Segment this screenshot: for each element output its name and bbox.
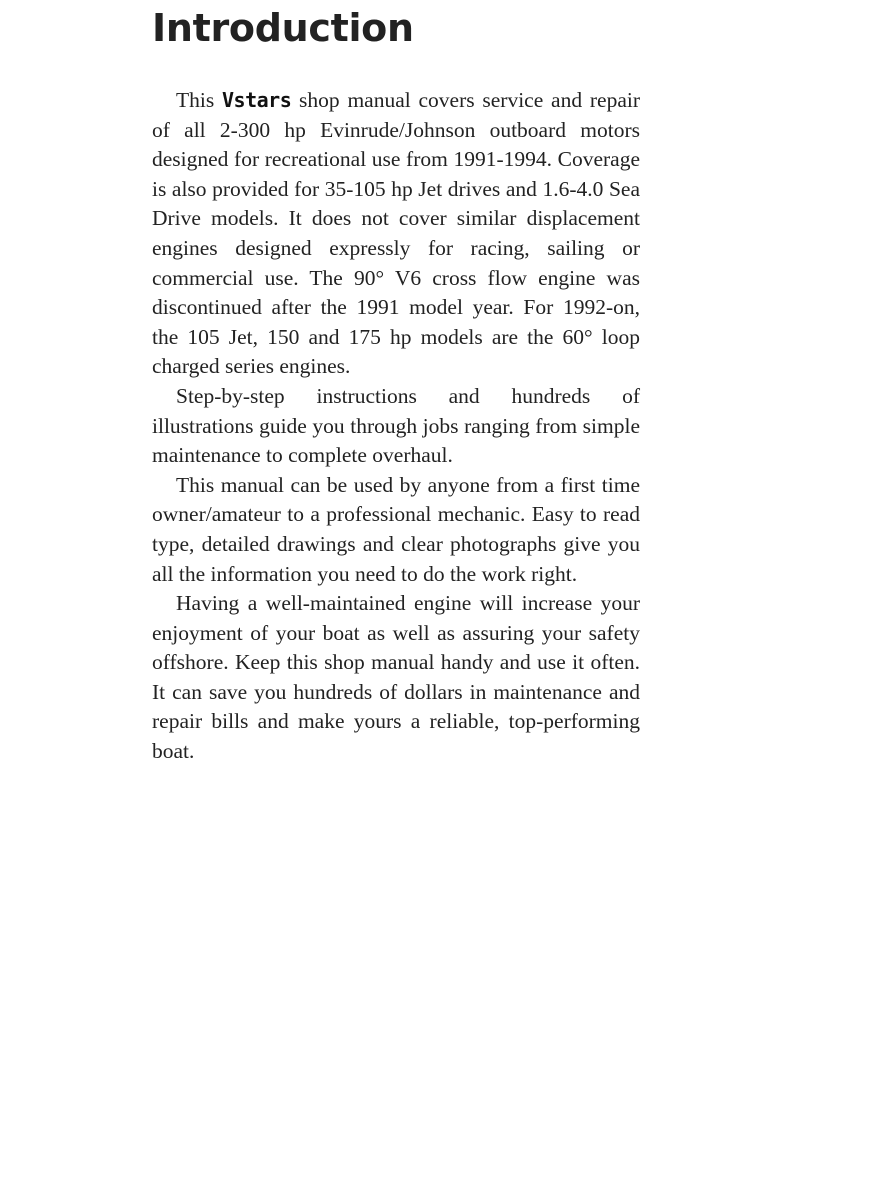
paragraph-2: Step-by-step instructions and hundreds of illustrations guide you through jobs ranging from simple maintenance to complete overhaul. [152, 383, 640, 468]
paragraph-3: This manual can be used by anyone from a first time owner/amateur to a professional mechanic. Easy to read type, detailed drawings and clear photographs give you all the information you need to do the work right. [152, 472, 640, 586]
paragraph-1-lead: This [176, 88, 223, 112]
document-page [152, 0, 640, 767]
brand-name: Vstars [222, 88, 292, 112]
paragraph-4: Having a well-maintained engine will increase your enjoyment of your boat as well as assuring your safety offshore. Keep this shop manual handy and use it often. It can save you hundreds of dollars in maintenance and repair bills and make yours a reliable, top-performing boat. [152, 591, 640, 764]
paragraph-1-rest: shop manual covers service and repair of all 2-300 hp Evinrude/Johnson outboard motors designed for recreational use from 1991-1994. Coverage is also provided for 35-105 hp Jet drives and 1.6-4.0 Sea Drive models. It does not cover similar displacement engines designed expressly for racing, sailing or commercial use. The 90° V6 cross flow engine was discontinued after the 1991 model year. For 1992-on, the 105 Jet, 150 and 175 hp models are the 60° loop charged series engines. [152, 88, 641, 379]
body-text [152, 86, 640, 767]
page-title: Introduction [152, 6, 414, 50]
paragraph-1 [152, 86, 640, 382]
